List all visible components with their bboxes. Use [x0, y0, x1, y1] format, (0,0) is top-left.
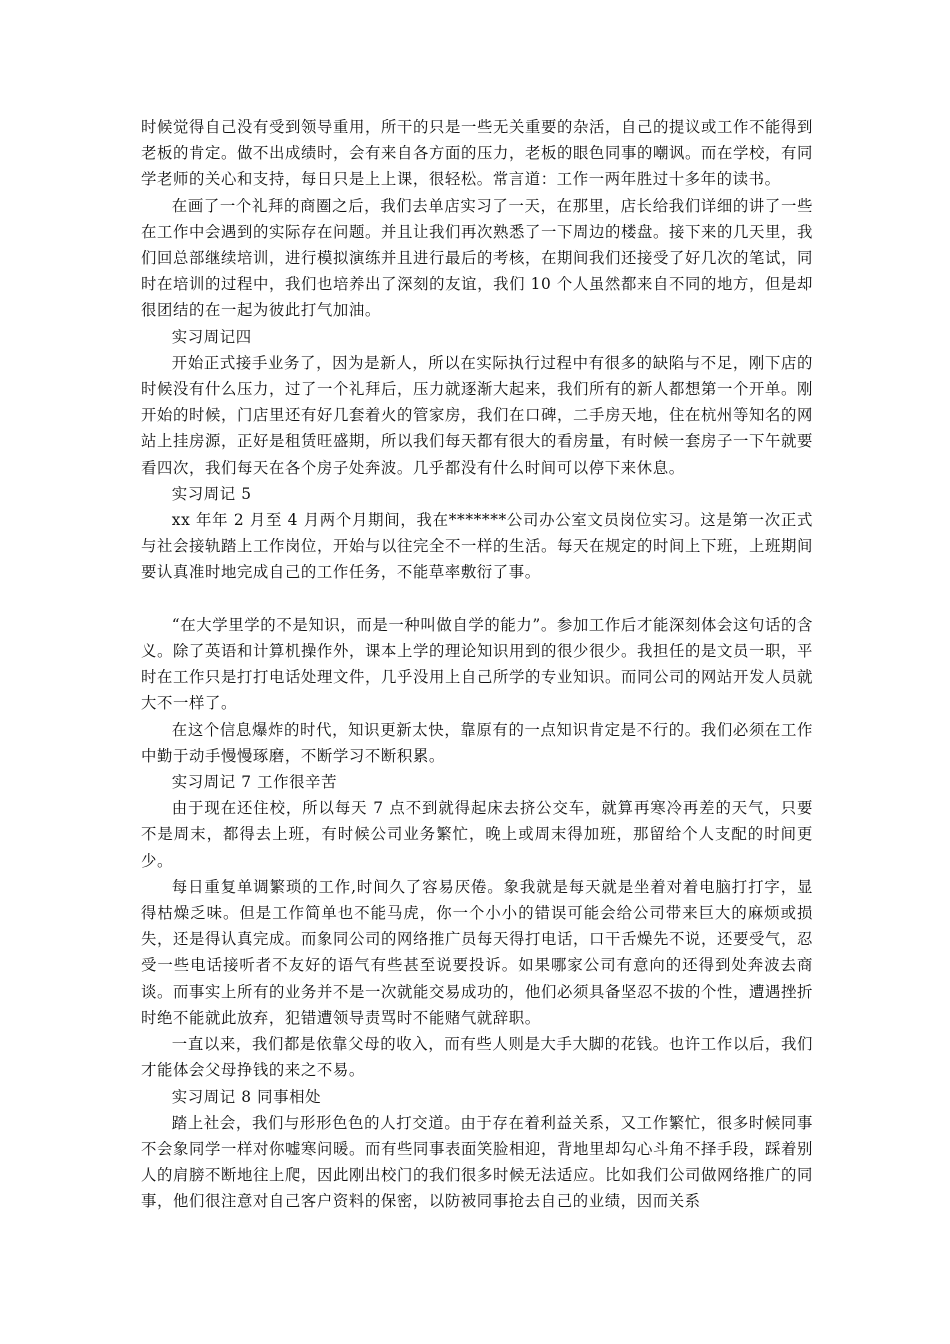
section-heading: 实习周记 8 同事相处	[171, 1087, 322, 1106]
section-heading: 实习周记 5	[171, 484, 252, 503]
section-heading: 实习周记 7 工作很辛苦	[171, 773, 338, 792]
paragraph: 在画了一个礼拜的商圈之后，我们去单店实习了一天，在那里，店长给我们详细的讲了一些在工作中会遇到的实际存在问题。并且让我们再次熟悉了一下周边的楼盘。接下来的几天里，我们回总部继续培训，进行模拟演练并且进行最后的考核，在期间我们还接受了好几次的笔试，同时在培训的过程中，我们也培养出了深刻的友谊，我们 10 个人虽然都来自不同的地方，但是却很团结的在一起为彼此打气加油。	[141, 196, 813, 320]
paragraph: 由于现在还住校，所以每天 7 点不到就得起床去挤公交车，就算再寒冷再差的天气，只要不是周末，都得去上班，有时候公司业务繁忙，晚上或周末得加班，那留给个人支配的时间更少。	[141, 799, 813, 870]
paragraph: “在大学里学的不是知识，而是一种叫做自学的能力”。参加工作后才能深刻体会这句话的含义。除了英语和计算机操作外，课本上学的理论知识用到的很少很少。我担任的是文员一职，平时在工作只是打打电话处理文件，几乎没用上自己所学的专业知识。而同公司的网站开发人员就大不一样了。	[141, 615, 813, 713]
blank-line	[141, 586, 813, 612]
section-heading: 实习周记四	[171, 327, 252, 346]
paragraph: xx 年年 2 月至 4 月两个月期间，我在*******公司办公室文员岗位实习。这是第一次正式与社会接轨踏上工作岗位，开始与以往完全不一样的生活。每天在规定的时间上下班，上班期间要认真准时地完成自己的工作任务，不能草率敷衍了事。	[141, 511, 813, 582]
paragraph: 时候觉得自己没有受到领导重用，所干的只是一些无关重要的杂活，自己的提议或工作不能得到老板的肯定。做不出成绩时，会有来自各方面的压力，老板的眼色同事的嘲讽。而在学校，有同学老师的关心和支持，每日只是上上课，很轻松。常言道：工作一两年胜过十多年的读书。	[141, 118, 813, 189]
paragraph: 一直以来，我们都是依靠父母的收入，而有些人则是大手大脚的花钱。也许工作以后，我们才能体会父母挣钱的来之不易。	[141, 1035, 813, 1080]
paragraph: 在这个信息爆炸的时代，知识更新太快，靠原有的一点知识肯定是不行的。我们必须在工作中勤于动手慢慢琢磨，不断学习不断积累。	[141, 720, 813, 765]
document-page	[141, 114, 813, 1215]
paragraph: 开始正式接手业务了，因为是新人，所以在实际执行过程中有很多的缺陷与不足，刚下店的时候没有什么压力，过了一个礼拜后，压力就逐渐大起来，我们所有的新人都想第一个开单。刚开始的时候，门店里还有好几套着火的管家房，我们在口碑，二手房天地，住在杭州等知名的网站上挂房源，正好是租赁旺盛期，所以我们每天都有很大的看房量，有时候一套房子一下午就要看四次，我们每天在各个房子处奔波。几乎都没有什么时间可以停下来休息。	[141, 353, 813, 477]
paragraph: 每日重复单调繁琐的工作,时间久了容易厌倦。象我就是每天就是坐着对着电脑打打字，显得枯燥乏味。但是工作简单也不能马虎，你一个小小的错误可能会给公司带来巨大的麻烦或损失，还是得认真完成。而象同公司的网络推广员每天得打电话，口干舌燥先不说，还要受气，忍受一些电话接听者不友好的语气有些甚至说要投诉。如果哪家公司有意向的还得到处奔波去商谈。而事实上所有的业务并不是一次就能交易成功的，他们必须具备坚忍不拔的个性，遭遇挫折时绝不能就此放弃，犯错遭领导责骂时不能赌气就辞职。	[141, 877, 813, 1027]
paragraph: 踏上社会，我们与形形色色的人打交道。由于存在着利益关系，又工作繁忙，很多时候同事不会象同学一样对你嘘寒问暖。而有些同事表面笑脸相迎，背地里却勾心斗角不择手段，踩着别人的肩膀不断地往上爬，因此刚出校门的我们很多时候无法适应。比如我们公司做网络推广的同事，他们很注意对自己客户资料的保密，以防被同事抢去自己的业绩，因而关系	[141, 1113, 813, 1211]
